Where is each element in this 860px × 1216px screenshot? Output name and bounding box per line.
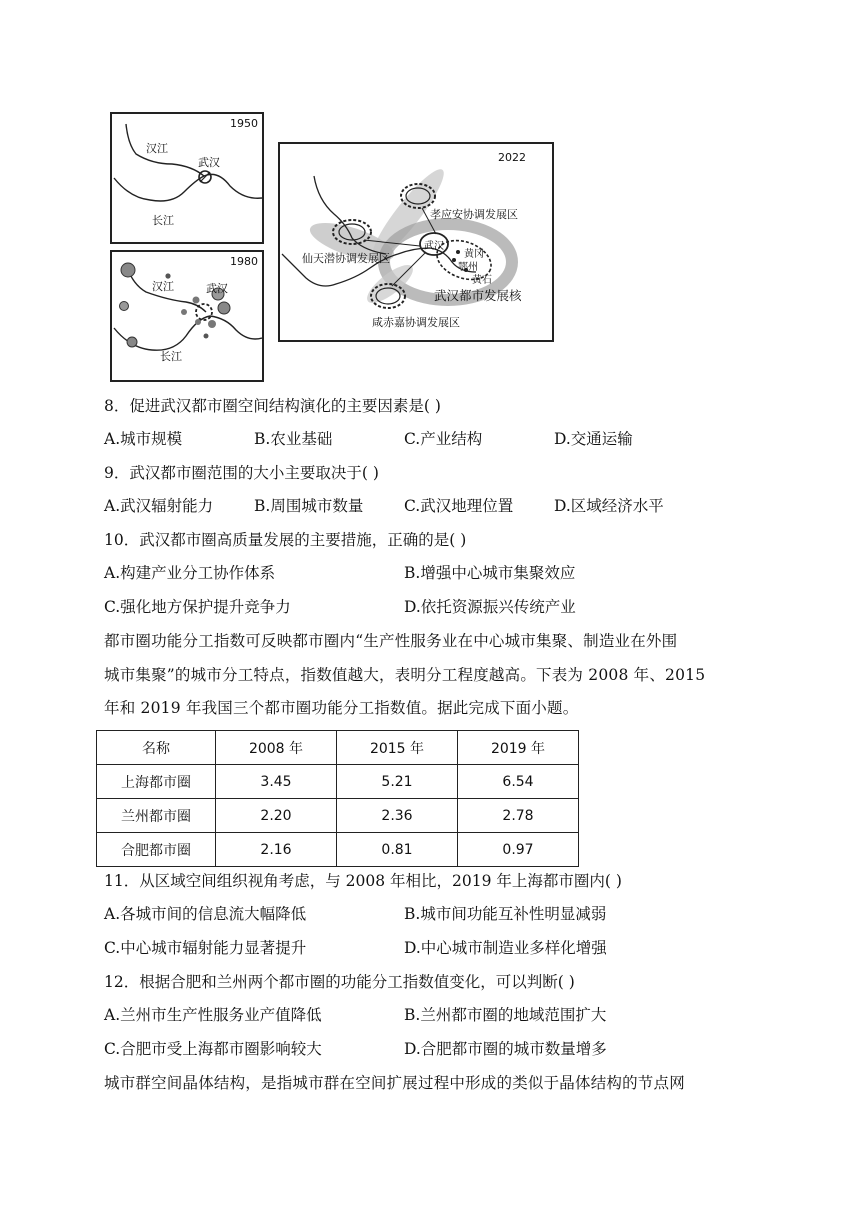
table-cell-value: 0.81 — [337, 833, 458, 867]
map-2022-drawing — [280, 144, 552, 340]
table-header-row — [97, 731, 579, 765]
q8-option-d: D.交通运输 — [554, 430, 633, 448]
table-header-2019: 2019 年 — [458, 731, 579, 765]
q9-option-b: B.周围城市数量 — [254, 497, 364, 515]
q9-option-c: C.武汉地理位置 — [404, 497, 514, 515]
map-2022-xianchi-label: 咸赤嘉协调发展区 — [372, 316, 460, 329]
q11-stem: 11．从区域空间组织视角考虑，与 2008 年相比，2019 年上海都市圈内( ) — [104, 872, 622, 890]
q8-option-b: B.农业基础 — [254, 430, 333, 448]
table-row — [97, 765, 579, 799]
table-cell-value: 3.45 — [216, 765, 337, 799]
table-cell-value: 6.54 — [458, 765, 579, 799]
q11-option-c: C.中心城市辐射能力显著提升 — [104, 939, 307, 957]
map-2022-huanggang-label: 黄冈 — [464, 249, 484, 260]
intro-line-2: 城市集聚”的城市分工特点，指数值越大，表明分工程度越高。下表为 2008 年、2015 — [104, 666, 706, 684]
map-1950 — [110, 112, 264, 244]
map-1980 — [110, 250, 264, 382]
table-row — [97, 799, 579, 833]
map-2022-huangshi-label: 黄石 — [472, 275, 492, 286]
q9-stem: 9．武汉都市圈范围的大小主要取决于( ) — [104, 464, 379, 482]
table-cell-value: 2.36 — [337, 799, 458, 833]
q11-option-b: B.城市间功能互补性明显减弱 — [404, 905, 607, 923]
map-1950-wuhan-label: 武汉 — [198, 156, 220, 169]
q10-option-c: C.强化地方保护提升竞争力 — [104, 598, 291, 616]
intro-line-3: 年和 2019 年我国三个都市圈功能分工指数值。据此完成下面小题。 — [104, 699, 579, 717]
map-1980-wuhan-label: 武汉 — [206, 282, 228, 295]
map-2022-core-label: 武汉都市发展核 — [434, 288, 522, 303]
outro-line-1: 城市群空间晶体结构，是指城市群在空间扩展过程中形成的类似于晶体结构的节点网 — [104, 1074, 685, 1092]
q8-option-c: C.产业结构 — [404, 430, 483, 448]
index-table — [96, 730, 579, 867]
q12-option-d: D.合肥都市圈的城市数量增多 — [404, 1040, 607, 1058]
map-1980-rivers — [112, 252, 262, 380]
q10-option-d: D.依托资源振兴传统产业 — [404, 598, 576, 616]
map-2022-ezhou-label: 鄂州 — [458, 262, 478, 273]
q12-stem: 12．根据合肥和兰州两个都市圈的功能分工指数值变化，可以判断( ) — [104, 973, 575, 991]
q12-option-a: A.兰州市生产性服务业产值降低 — [104, 1006, 322, 1024]
table-cell-name: 兰州都市圈 — [97, 799, 216, 833]
q10-stem: 10．武汉都市圈高质量发展的主要措施，正确的是( ) — [104, 531, 467, 549]
map-1980-hanjiang-label: 汉江 — [152, 280, 174, 293]
map-2022 — [278, 142, 554, 342]
map-1950-hanjiang-label: 汉江 — [146, 142, 168, 155]
map-2022-wuhan-label: 武汉 — [424, 241, 444, 252]
q11-option-d: D.中心城市制造业多样化增强 — [404, 939, 607, 957]
q8-stem: 8．促进武汉都市圈空间结构演化的主要因素是( ) — [104, 397, 441, 415]
map-1950-rivers — [112, 114, 262, 242]
map-1980-year: 1980 — [230, 255, 258, 268]
q10-option-b: B.增强中心城市集聚效应 — [404, 564, 576, 582]
table-cell-name: 合肥都市圈 — [97, 833, 216, 867]
map-1950-year: 1950 — [230, 117, 258, 130]
table-cell-value: 5.21 — [337, 765, 458, 799]
table-cell-value: 2.16 — [216, 833, 337, 867]
table-row — [97, 833, 579, 867]
q10-option-a: A.构建产业分工协作体系 — [104, 564, 276, 582]
intro-line-1: 都市圈功能分工指数可反映都市圈内“生产性服务业在中心城市集聚、制造业在外围 — [104, 632, 678, 650]
map-1980-changjiang-label: 长江 — [160, 350, 182, 363]
q8-option-a: A.城市规模 — [104, 430, 183, 448]
q12-option-b: B.兰州都市圈的地域范围扩大 — [404, 1006, 607, 1024]
table-header-2015: 2015 年 — [337, 731, 458, 765]
map-2022-xiantian-label: 仙天潜协调发展区 — [302, 252, 390, 265]
table-cell-value: 0.97 — [458, 833, 579, 867]
table-cell-value: 2.78 — [458, 799, 579, 833]
table-header-name: 名称 — [97, 731, 216, 765]
q9-option-a: A.武汉辐射能力 — [104, 497, 214, 515]
table-header-2008: 2008 年 — [216, 731, 337, 765]
map-1950-changjiang-label: 长江 — [152, 214, 174, 227]
q11-option-a: A.各城市间的信息流大幅降低 — [104, 905, 307, 923]
table-cell-value: 2.20 — [216, 799, 337, 833]
q9-option-d: D.区域经济水平 — [554, 497, 664, 515]
table-cell-name: 上海都市圈 — [97, 765, 216, 799]
map-2022-year: 2022 — [498, 151, 526, 164]
map-2022-xiaoying-label: 孝应安协调发展区 — [430, 208, 518, 221]
q12-option-c: C.合肥市受上海都市圈影响较大 — [104, 1040, 322, 1058]
